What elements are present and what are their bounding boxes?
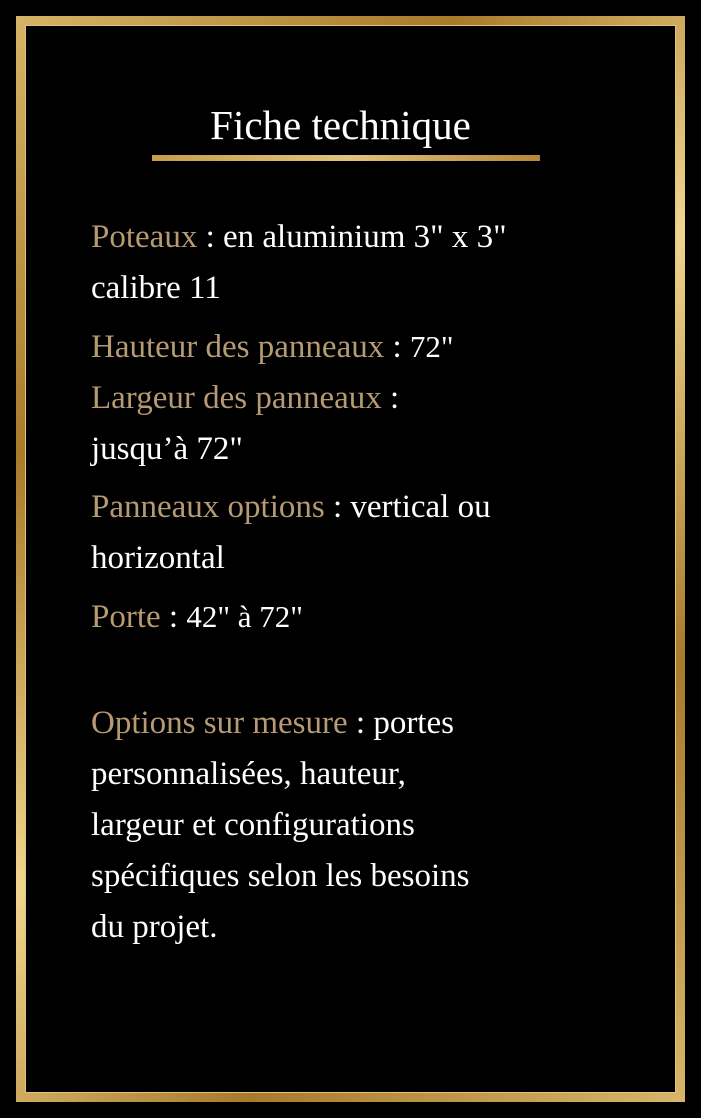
options-text-line: du projet. <box>91 909 218 945</box>
separator: : <box>384 329 410 365</box>
options-text-line: spécifiques selon les besoins <box>91 858 470 894</box>
spec-poteaux-line1 <box>91 212 671 263</box>
options-text-line: portes <box>373 705 454 741</box>
spec-poteaux <box>91 212 671 314</box>
spacer <box>91 584 671 591</box>
spec-poteaux-label: Poteaux <box>91 219 198 255</box>
spec-poteaux-value: en aluminium 3" x 3" <box>223 219 507 255</box>
separator: : <box>347 705 374 741</box>
spec-hauteur <box>91 321 671 373</box>
spec-largeur-line2: jusqu’à 72" <box>91 431 243 467</box>
spec-porte-value: 42" à 72" <box>186 599 303 634</box>
options-text-line: largeur et configurations <box>91 807 415 843</box>
spec-panneaux-options-label: Panneaux options <box>91 489 325 525</box>
separator: : <box>381 380 400 416</box>
spec-panneaux-options-line2: horizontal <box>91 540 225 576</box>
spec-content <box>91 212 671 953</box>
spec-largeur-line1 <box>91 373 671 424</box>
spec-panneaux-options-value: vertical ou <box>350 489 491 525</box>
options-sur-mesure <box>91 698 671 953</box>
title-wrap <box>0 103 701 150</box>
spec-hauteur-label: Hauteur des panneaux <box>91 329 385 365</box>
spec-panneaux-options <box>91 482 671 584</box>
spec-poteaux-line2: calibre 11 <box>91 270 221 306</box>
options-label: Options sur mesure <box>91 705 348 741</box>
separator: : <box>324 489 351 525</box>
spec-panneaux-options-line1 <box>91 482 671 533</box>
separator: : <box>197 219 223 255</box>
spec-largeur-label: Largeur des panneaux <box>91 380 382 416</box>
spec-hauteur-value: 72" <box>409 329 454 364</box>
spec-largeur <box>91 373 671 475</box>
spacer <box>91 475 671 482</box>
title-underline <box>152 155 540 161</box>
spacer <box>91 314 671 321</box>
separator: : <box>160 599 187 635</box>
spec-porte-label: Porte <box>91 599 161 635</box>
spacer <box>91 643 671 698</box>
spec-porte <box>91 591 671 643</box>
page-title: Fiche technique <box>210 102 471 148</box>
options-text-line: personnalisées, hauteur, <box>91 756 406 792</box>
options-line1 <box>91 698 671 749</box>
